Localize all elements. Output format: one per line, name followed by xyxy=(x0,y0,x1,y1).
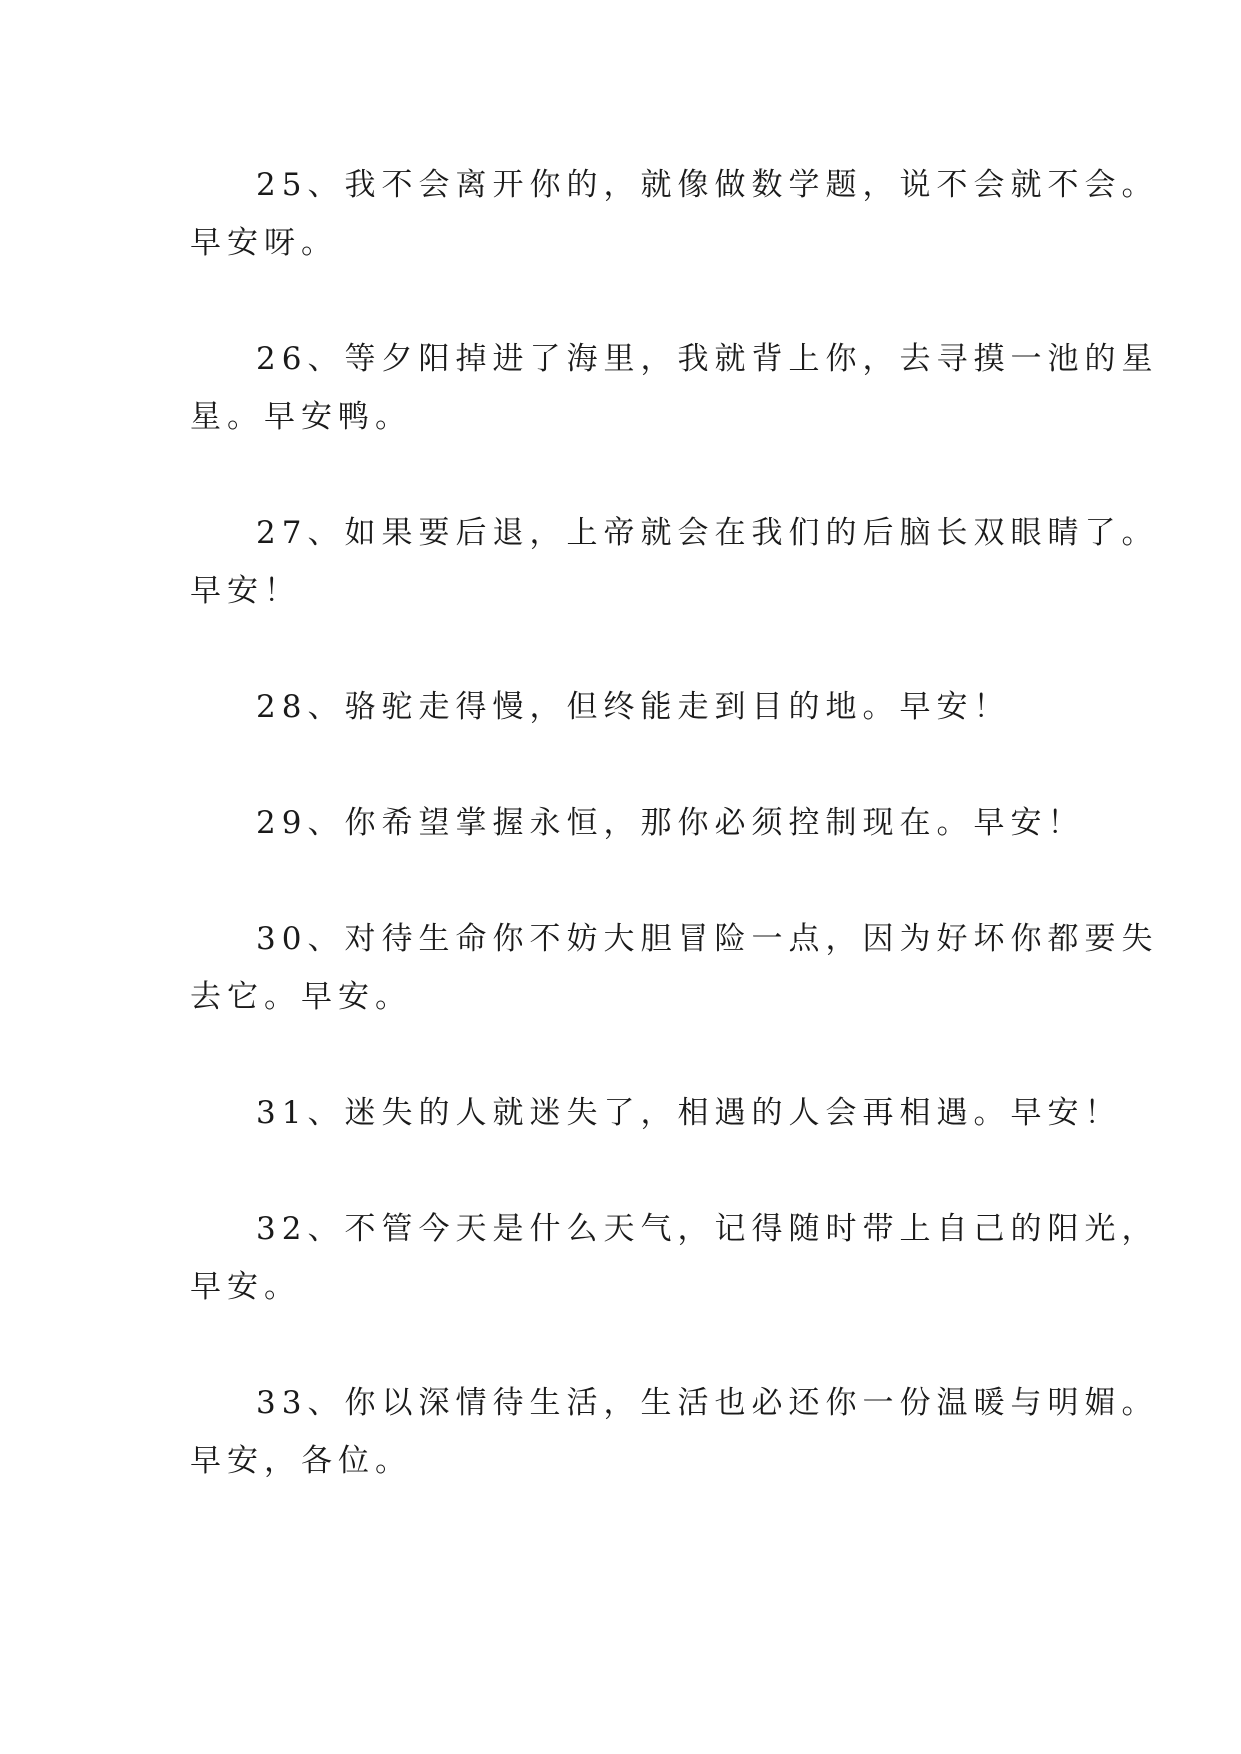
entry-32 xyxy=(190,1200,1159,1316)
entry-line: 去它。早安。 xyxy=(190,979,412,1015)
entry-line: 31、迷失的人就迷失了，相遇的人会再相遇。早安！ xyxy=(256,1095,1122,1131)
entry-line: 26、等夕阳掉进了海里，我就背上你，去寻摸一池的星 xyxy=(256,341,1159,377)
entry-line: 早安，各位。 xyxy=(190,1443,412,1479)
entry-25 xyxy=(190,156,1159,272)
entry-line: 30、对待生命你不妨大胆冒险一点，因为好坏你都要失 xyxy=(256,921,1159,957)
entry-line: 32、不管今天是什么天气，记得随时带上自己的阳光， xyxy=(256,1211,1159,1247)
entry-28 xyxy=(190,678,1070,736)
entry-line: 25、我不会离开你的，就像做数学题，说不会就不会。 xyxy=(256,167,1159,203)
entry-33 xyxy=(190,1374,1159,1490)
entry-line: 29、你希望掌握永恒，那你必须控制现在。早安！ xyxy=(256,805,1085,841)
entry-26 xyxy=(190,330,1159,446)
entry-line: 星。早安鸭。 xyxy=(190,399,412,435)
entry-27 xyxy=(190,504,1159,620)
entry-line: 早安。 xyxy=(190,1269,301,1305)
entry-line: 早安！ xyxy=(190,573,301,609)
entry-31 xyxy=(190,1084,1122,1142)
entry-line: 早安呀。 xyxy=(190,225,338,261)
entry-30 xyxy=(190,910,1159,1026)
entry-line: 33、你以深情待生活，生活也必还你一份温暖与明媚。 xyxy=(256,1385,1159,1421)
entry-line: 28、骆驼走得慢，但终能走到目的地。早安！ xyxy=(256,689,1011,725)
entry-29 xyxy=(190,794,1085,852)
entry-line: 27、如果要后退，上帝就会在我们的后脑长双眼睛了。 xyxy=(256,515,1159,551)
